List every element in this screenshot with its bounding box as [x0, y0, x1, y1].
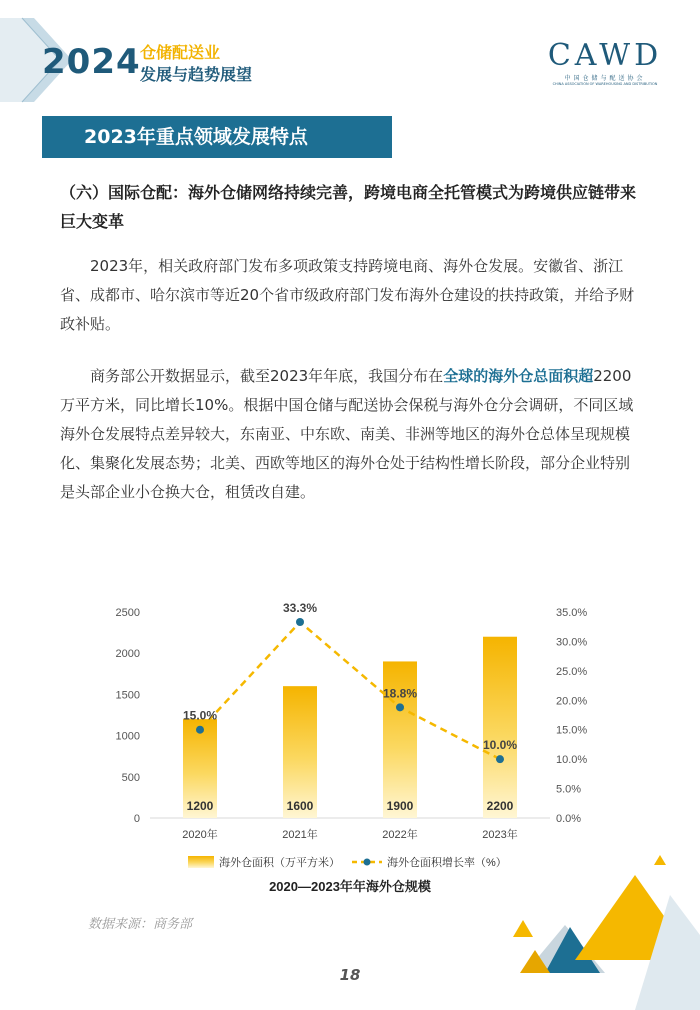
y-right-tick-label: 20.0%	[556, 695, 588, 708]
y-right-tick-label: 0.0%	[556, 813, 582, 825]
bar-value-label: 1200	[186, 799, 214, 813]
x-tick-label: 2023年	[482, 829, 518, 841]
bar-value-label: 1600	[286, 799, 314, 813]
paragraph-text-after: 2200万平方米，同比增长10%。根据中国仓储与配送协会保税与海外仓分会调研，不同区域海外仓发展特点差异较大，东南亚、中东欧、南美、非洲等地区的海外仓总体呈现规模化、集聚化发展态势；北美、西欧等地区的海外仓处于结构性增长阶段，部分企业特别是头部企业小仓换大仓，租赁改自建。	[60, 367, 634, 501]
logo-text: CAWD	[547, 38, 663, 73]
bar	[383, 661, 417, 818]
growth-rate-label: 18.8%	[382, 686, 418, 701]
cawd-logo	[545, 40, 665, 86]
growth-rate-line	[200, 622, 500, 759]
paragraph-highlight: 全球的海外仓总面积超	[443, 367, 594, 385]
bar	[483, 637, 517, 818]
legend-line-marker	[364, 859, 371, 866]
growth-rate-label: 10.0%	[482, 738, 518, 753]
y-left-tick-label: 1500	[115, 689, 140, 702]
bar-value-label: 1900	[386, 799, 414, 813]
growth-rate-point	[396, 703, 404, 711]
x-tick-label: 2020年	[182, 829, 218, 841]
y-right-tick-label: 25.0%	[556, 665, 588, 678]
y-left-tick-label: 500	[121, 771, 140, 784]
x-tick-label: 2021年	[282, 829, 318, 841]
page-number: 18	[339, 966, 361, 984]
x-tick-label: 2022年	[382, 829, 418, 841]
y-left-tick-label: 2500	[115, 607, 140, 619]
paragraph-statistics	[60, 362, 640, 507]
header-title-line1: 仓储配送业	[140, 43, 221, 62]
y-left-tick-label: 0	[133, 813, 140, 825]
y-right-tick-label: 5.0%	[556, 783, 582, 796]
growth-rate-point	[296, 618, 304, 626]
y-right-tick-label: 30.0%	[556, 636, 588, 649]
y-right-tick-label: 10.0%	[556, 754, 588, 767]
growth-rate-label: 15.0%	[182, 708, 218, 723]
chart-title: 2020—2023年年海外仓规模	[269, 879, 431, 894]
y-right-tick-label: 15.0%	[556, 724, 588, 737]
y-left-tick-label: 1000	[115, 730, 140, 743]
header-year: 2024	[42, 42, 141, 82]
paragraph-policy: 2023年，相关政府部门发布多项政策支持跨境电商、海外仓发展。安徽省、浙江省、成都市、哈尔滨市等近20个省市级政府部门发布海外仓建设的扶持政策，并给予财政补贴。	[60, 257, 635, 333]
deco-triangle-yellow-small	[513, 920, 533, 937]
subheading: （六）国际仓配：海外仓储网络持续完善，跨境电商全托管模式为跨境供应链带来巨大变革	[60, 183, 637, 231]
legend-line-label: 海外仓面积增长率（%）	[387, 857, 507, 869]
header-title-line2: 发展与趋势展望	[140, 65, 253, 84]
growth-rate-point	[496, 755, 504, 763]
corner-triangles-decoration	[505, 855, 700, 1010]
logo-chinese-name: 中国仓储与配送协会	[564, 75, 646, 82]
data-source: 数据来源：商务部	[88, 917, 193, 932]
logo-english-name: CHINA ASSOCIATION OF WAREHOUSING AND DISTRIBUTION	[552, 82, 658, 86]
bar-value-label: 2200	[486, 799, 514, 813]
deco-triangle-small	[654, 855, 666, 865]
y-left-tick-label: 2000	[115, 648, 140, 661]
y-right-tick-label: 35.0%	[556, 607, 588, 619]
legend-bar-label: 海外仓面积（万平方米）	[219, 857, 340, 869]
growth-rate-label: 33.3%	[282, 601, 318, 616]
paragraph-text-before: 商务部公开数据显示，截至2023年年底，我国分布在	[90, 367, 444, 385]
section-title: 2023年重点领域发展特点	[42, 116, 392, 158]
legend-bar-swatch	[188, 856, 214, 868]
growth-rate-point	[196, 726, 204, 734]
